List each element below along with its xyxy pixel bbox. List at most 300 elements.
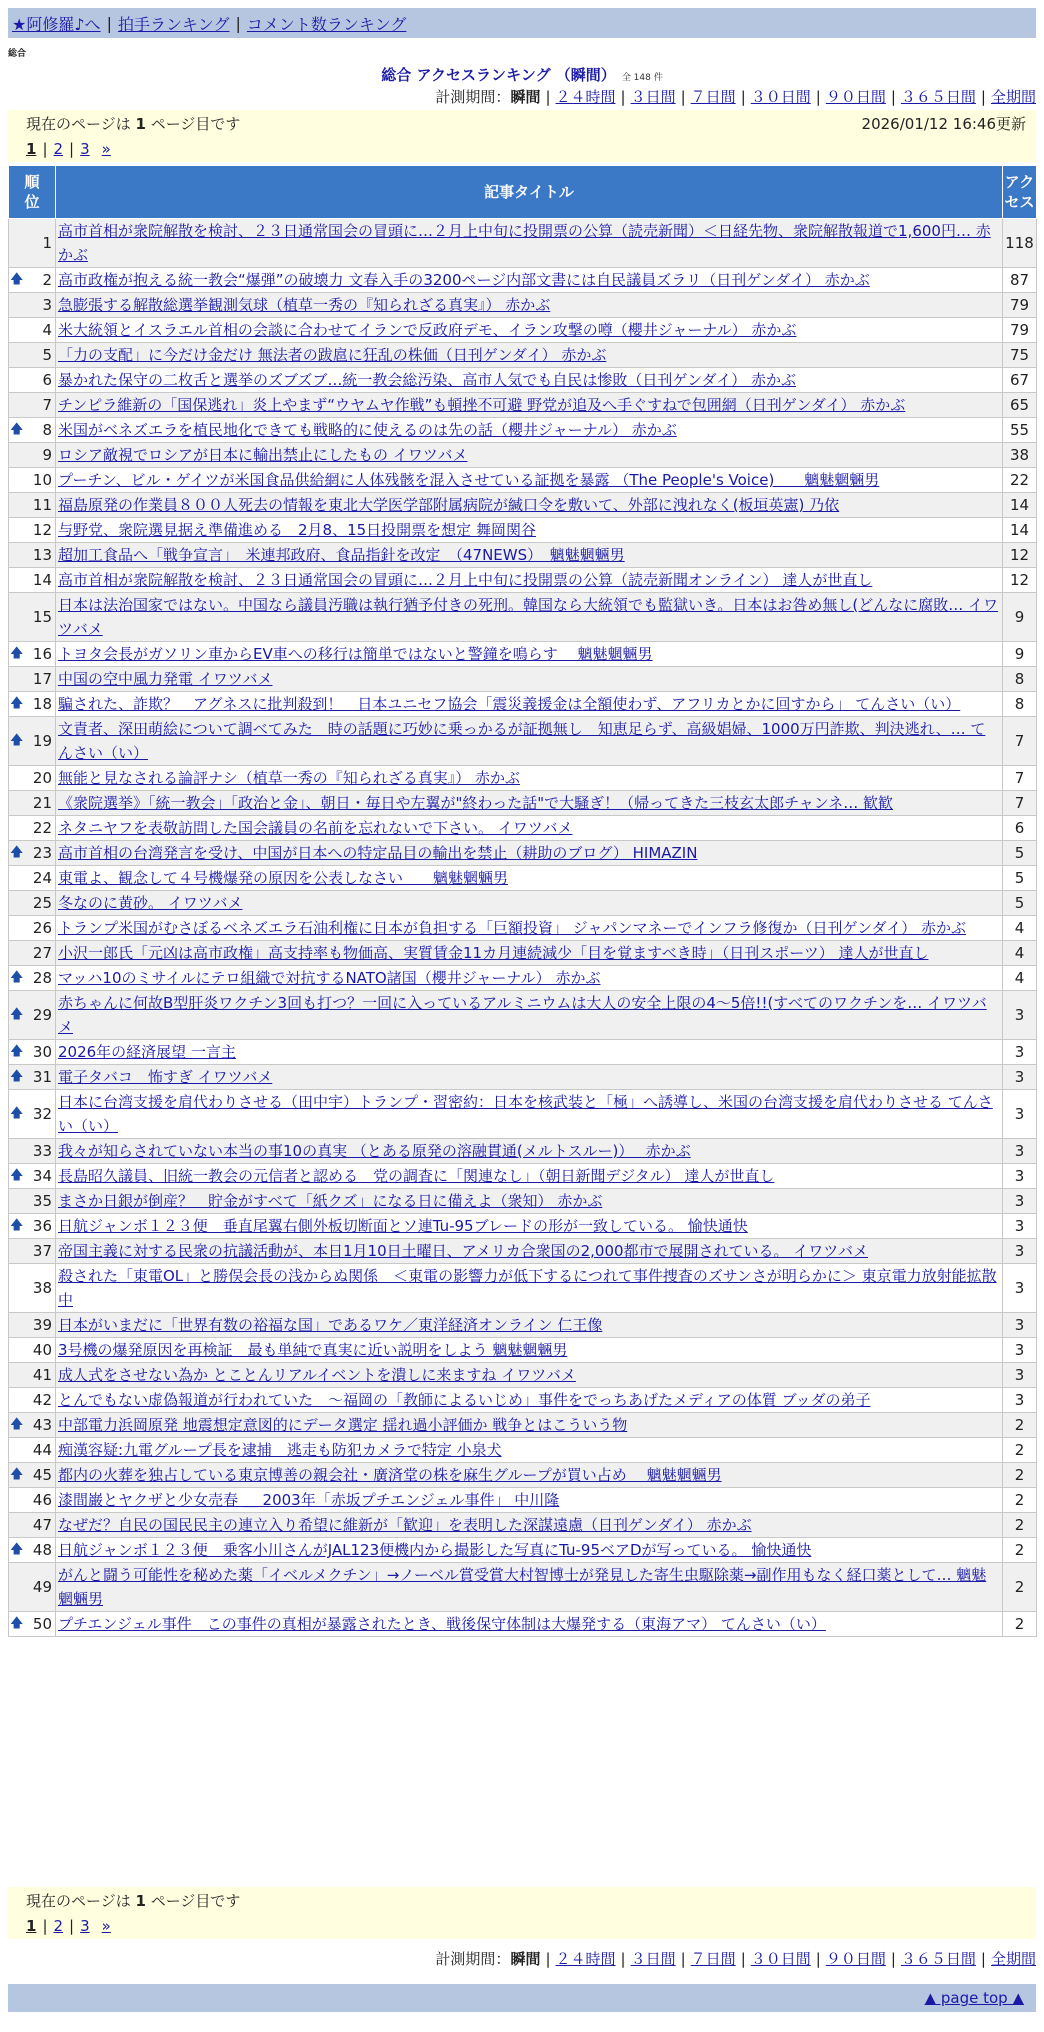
nav-separator: |	[106, 13, 112, 33]
up-arrow-icon: 🡅	[10, 422, 24, 437]
period-separator: |	[890, 1950, 896, 1968]
page-top-link[interactable]: ▲ page top ▲	[924, 1989, 1024, 2007]
rank-cell	[9, 1090, 56, 1139]
next-page-link[interactable]: »	[101, 1917, 111, 1935]
rank-number: 48	[32, 1541, 52, 1559]
table-row	[9, 1413, 1037, 1438]
article-link[interactable]: プチエンジェル事件 この事件の真相が暴露されたとき、戦後保守体制は大爆発する（東海アマ） てんさい（い）	[58, 1615, 826, 1633]
category-label: 総合	[8, 49, 27, 59]
access-count: 2	[1003, 1463, 1037, 1488]
rank-number: 33	[32, 1142, 52, 1160]
article-link[interactable]: 騙された、詐欺？ アグネスに批判殺到！ 日本ユニセフ協会「震災義援金は全額使わず、アフリカとかに回すから」 てんさい（い）	[58, 695, 961, 713]
period-label: 計測期間：	[435, 1950, 511, 1968]
access-count: 7	[1003, 766, 1037, 791]
article-link[interactable]: 我々が知らされていない本当の事10の真実 （とある原発の溶融貫通(メルトスルー)） 赤かぶ	[58, 1142, 691, 1160]
period-link[interactable]: ７日間	[690, 1950, 736, 1968]
article-link[interactable]: 急膨張する解散総選挙観測気球（植草一秀の『知られざる真実』） 赤かぶ	[58, 296, 551, 314]
table-row	[9, 1338, 1037, 1363]
up-arrow-icon: 🡅	[10, 733, 24, 748]
rank-cell	[9, 468, 56, 493]
title-cell	[56, 717, 1003, 766]
table-row	[9, 443, 1037, 468]
rank-cell	[9, 268, 56, 293]
title-cell	[56, 866, 1003, 891]
article-link[interactable]: 日航ジャンボ１２３便 垂直尾翼右側外板切断面とソ連Tu-95ブレードの形が一致している。 愉快通快	[58, 1217, 748, 1235]
period-separator: |	[815, 1950, 821, 1968]
access-count: 118	[1003, 219, 1037, 268]
rank-cell	[9, 543, 56, 568]
title-cell	[56, 991, 1003, 1040]
rank-cell	[9, 1164, 56, 1189]
title-cell	[56, 966, 1003, 991]
period-separator: |	[740, 88, 746, 106]
period-selector-bottom	[435, 1948, 1036, 1969]
table-row	[9, 1363, 1037, 1388]
title-cell	[56, 393, 1003, 418]
period-link[interactable]: ９０日間	[825, 1950, 886, 1968]
rank-cell	[9, 991, 56, 1040]
table-row	[9, 568, 1037, 593]
rank-cell	[9, 1612, 56, 1637]
period-separator: |	[980, 1950, 986, 1968]
table-row	[9, 966, 1037, 991]
article-link[interactable]: 《衆院選挙》「統一教会」「政治と金」、朝日・毎日や左翼が"終わった話"で大騒ぎ！（帰ってきた三枝玄太郎チャンネ… 歓歓	[58, 794, 894, 812]
period-separator: |	[545, 88, 551, 106]
rank-cell	[9, 343, 56, 368]
title-cell	[56, 1090, 1003, 1139]
rank-number: 12	[32, 521, 52, 539]
article-link[interactable]: マッハ10のミサイルにテロ組織で対抗するNATO諸国（櫻井ジャーナル） 赤かぶ	[58, 969, 601, 987]
article-link[interactable]: 日本に台湾支援を肩代わりさせる（田中宇）トランプ・習密約：日本を核武装と「極」へ誘導し、米国の台湾支援を肩代わりさせる てんさい（い）	[58, 1093, 993, 1135]
title-cell	[56, 1463, 1003, 1488]
article-link[interactable]: 無能と見なされる論評ナシ（植草一秀の『知られざる真実』） 赤かぶ	[58, 769, 520, 787]
title-cell	[56, 1413, 1003, 1438]
table-row	[9, 991, 1037, 1040]
rank-number: 17	[32, 670, 52, 688]
rank-cell	[9, 1413, 56, 1438]
rank-cell	[9, 318, 56, 343]
access-count: 8	[1003, 692, 1037, 717]
title-cell	[56, 1488, 1003, 1513]
access-count: 3	[1003, 1189, 1037, 1214]
period-link[interactable]: ３０日間	[750, 1950, 811, 1968]
period-link[interactable]: ７日間	[690, 88, 736, 106]
title-cell	[56, 318, 1003, 343]
rank-number: 2	[42, 271, 52, 289]
access-count: 2	[1003, 1612, 1037, 1637]
title-cell	[56, 1065, 1003, 1090]
rank-cell	[9, 1040, 56, 1065]
rank-number: 23	[32, 844, 52, 862]
title-cell	[56, 941, 1003, 966]
period-separator: |	[620, 88, 626, 106]
article-link[interactable]: 帝国主義に対する民衆の抗議活動が、本日1月10日土曜日、アメリカ合衆国の2,000都市で展開されている。 イワツバメ	[58, 1242, 868, 1260]
rank-number: 19	[32, 732, 52, 750]
rank-number: 30	[32, 1043, 52, 1061]
title-cell	[56, 343, 1003, 368]
up-arrow-icon: 🡅	[10, 1044, 24, 1059]
access-count: 8	[1003, 667, 1037, 692]
table-row	[9, 1214, 1037, 1239]
rank-number: 3	[42, 296, 52, 314]
rank-number: 18	[32, 695, 52, 713]
article-link[interactable]: プーチン、ビル・ゲイツが米国食品供給網に人体残骸を混入させている証拠を暴露 （The People's Voice) 魑魅魍魎男	[58, 471, 880, 489]
title-cell	[56, 1513, 1003, 1538]
title-cell	[56, 418, 1003, 443]
rank-number: 43	[32, 1416, 52, 1434]
access-count: 38	[1003, 443, 1037, 468]
rank-number: 9	[42, 446, 52, 464]
title-cell	[56, 841, 1003, 866]
title-cell	[56, 1189, 1003, 1214]
rank-number: 49	[32, 1578, 52, 1596]
up-arrow-icon: 🡅	[10, 272, 24, 287]
article-link[interactable]: 日本がいまだに「世界有数の裕福な国」であるワケ／東洋経済オンライン 仁王像	[58, 1316, 603, 1334]
total-count: 全 148 件	[621, 73, 663, 83]
access-count: 3	[1003, 1264, 1037, 1313]
article-link[interactable]: 超加工食品へ「戦争宣言」 米連邦政府、食品指針を改定 （47NEWS） 魑魅魍魎男	[58, 546, 625, 564]
article-link[interactable]: 長島昭久議員、旧統一教会の元信者と認める 党の調査に「関連なし」（朝日新聞デジタル） 達人が世直し	[58, 1167, 775, 1185]
title-cell	[56, 791, 1003, 816]
access-count: 14	[1003, 518, 1037, 543]
table-row	[9, 543, 1037, 568]
title-cell	[56, 368, 1003, 393]
table-row	[9, 293, 1037, 318]
table-row	[9, 418, 1037, 443]
article-link[interactable]: 高市首相が衆院解散を検討、２３日通常国会の冒頭に…２月上中旬に投開票の公算（読売新聞オンライン） 達人が世直し	[58, 571, 873, 589]
period-link[interactable]: ３日間	[630, 1950, 676, 1968]
rank-number: 45	[32, 1466, 52, 1484]
table-row	[9, 866, 1037, 891]
access-count: 4	[1003, 941, 1037, 966]
table-row	[9, 1189, 1037, 1214]
title-cell	[56, 1563, 1003, 1612]
page-links	[26, 1913, 1026, 1939]
period-link[interactable]: ９０日間	[825, 88, 886, 106]
period-link[interactable]: ３６５日間	[900, 88, 976, 106]
article-link[interactable]: 電子タバコ 怖すぎ イワツバメ	[58, 1068, 273, 1086]
access-count: 3	[1003, 1214, 1037, 1239]
rank-number: 42	[32, 1391, 52, 1409]
article-link[interactable]: トヨタ会長がガソリン車からEV車への移行は簡単ではないと警鐘を鳴らす 魑魅魍魎男	[58, 645, 653, 663]
title-cell	[56, 568, 1003, 593]
article-link[interactable]: 都内の火葬を独占している東京博善の親会社・廣済堂の株を麻生グループが買い占め 魑魅魍魎男	[58, 1466, 722, 1484]
next-page-link[interactable]: »	[101, 140, 111, 158]
access-count: 79	[1003, 318, 1037, 343]
up-arrow-icon: 🡅	[10, 1417, 24, 1432]
article-link[interactable]: ネタニヤフを表敬訪問した国会議員の名前を忘れないで下さい。 イワツバメ	[58, 819, 573, 837]
page-separator: |	[42, 140, 48, 158]
rank-cell	[9, 1139, 56, 1164]
title-cell	[56, 1214, 1003, 1239]
table-row	[9, 593, 1037, 642]
rank-cell	[9, 891, 56, 916]
period-separator: |	[680, 88, 686, 106]
article-link[interactable]: 冬なのに黄砂。 イワツバメ	[58, 894, 243, 912]
table-row	[9, 318, 1037, 343]
hand-ranking-link[interactable]: 拍手ランキング	[117, 14, 230, 34]
rank-cell	[9, 966, 56, 991]
rank-cell	[9, 1438, 56, 1463]
rank-number: 40	[32, 1341, 52, 1359]
title-cell	[56, 268, 1003, 293]
article-link[interactable]: トランプ米国がむさぼるベネズエラ石油利権に日本が負担する「巨額投資」 ジャパンマネーでインフラ修復か（日刊ゲンダイ） 赤かぶ	[58, 919, 967, 937]
page-separator: |	[42, 1917, 48, 1935]
table-row	[9, 1488, 1037, 1513]
rank-number: 20	[32, 769, 52, 787]
title-cell	[56, 1264, 1003, 1313]
period-current: 瞬間	[510, 88, 541, 106]
access-count: 67	[1003, 368, 1037, 393]
table-row	[9, 1388, 1037, 1413]
page-separator: |	[69, 140, 75, 158]
up-arrow-icon: 🡅	[10, 1069, 24, 1084]
rank-number: 21	[32, 794, 52, 812]
period-separator: |	[545, 1950, 551, 1968]
title-cell	[56, 543, 1003, 568]
pager-bottom	[8, 1887, 1036, 1939]
page-separator: |	[69, 1917, 75, 1935]
current-page-text: 現在のページは 1 ページ目です	[26, 114, 241, 133]
rank-cell	[9, 916, 56, 941]
period-separator: |	[680, 1950, 686, 1968]
period-link[interactable]: ２４時間	[555, 88, 616, 106]
rank-number: 7	[42, 396, 52, 414]
up-arrow-icon: 🡅	[10, 696, 24, 711]
article-link[interactable]: まさか日銀が倒産？ 貯金がすべて「紙クズ」になる日に備えよ（衆知） 赤かぶ	[58, 1192, 603, 1210]
rank-cell	[9, 219, 56, 268]
title-cell	[56, 1538, 1003, 1563]
article-link[interactable]: とんでもない虚偽報道が行われていた ～福岡の「教師によるいじめ」事件をでっちあげたメディアの体質 ブッダの弟子	[58, 1391, 871, 1409]
title-cell	[56, 1363, 1003, 1388]
table-row	[9, 1563, 1037, 1612]
rank-cell	[9, 443, 56, 468]
article-link[interactable]: 高市首相が衆院解散を検討、２３日通常国会の冒頭に…２月上中旬に投開票の公算（読売新聞）＜日経先物、衆院解散報道で1,600円… 赤かぶ	[58, 222, 991, 264]
rank-number: 6	[42, 371, 52, 389]
current-page-text: 現在のページは 1 ページ目です	[26, 1891, 241, 1910]
table-row	[9, 717, 1037, 766]
table-row	[9, 518, 1037, 543]
access-count: 3	[1003, 1065, 1037, 1090]
top-nav-bar	[8, 8, 1036, 38]
table-row	[9, 1065, 1037, 1090]
table-row	[9, 667, 1037, 692]
rank-number: 15	[32, 608, 52, 626]
access-count: 2	[1003, 1563, 1037, 1612]
table-row	[9, 343, 1037, 368]
rank-cell	[9, 866, 56, 891]
article-link[interactable]: チンピラ維新の「国保逃れ」炎上やまず“ウヤムヤ作戦”も頓挫不可避 野党が追及へ手ぐすねで包囲網（日刊ゲンダイ） 赤かぶ	[58, 396, 906, 414]
article-link[interactable]: 小沢一郎氏「元凶は高市政権」高支持率も物価高、実質賃金11カ月連続減少「目を覚ますべき時」（日刊スポーツ） 達人が世直し	[58, 944, 929, 962]
table-row	[9, 1040, 1037, 1065]
rank-number: 22	[32, 819, 52, 837]
table-row	[9, 1090, 1037, 1139]
rank-cell	[9, 1363, 56, 1388]
article-link[interactable]: 米大統領とイスラエル首相の会談に合わせてイランで反政府デモ、イラン攻撃の噂（櫻井ジャーナル） 赤かぶ	[58, 321, 797, 339]
access-count: 79	[1003, 293, 1037, 318]
title-column-header: 記事タイトル	[56, 166, 1003, 219]
rank-number: 13	[32, 546, 52, 564]
rank-cell	[9, 692, 56, 717]
rank-cell	[9, 493, 56, 518]
access-count: 75	[1003, 343, 1037, 368]
article-link[interactable]: 米国がベネズエラを植民地化できても戦略的に使えるのは先の話（櫻井ジャーナル） 赤かぶ	[58, 421, 677, 439]
rank-cell	[9, 1538, 56, 1563]
article-link[interactable]: 文責者、深田萌絵について調べてみた 時の話題に巧妙に乗っかるが証拠無し 知恵足らず、高級娼婦、1000万円詐欺、判決逃れ、… てんさい（い）	[58, 720, 986, 762]
article-link[interactable]: 東電よ、観念して４号機爆発の原因を公表しなさい 魑魅魍魎男	[58, 869, 509, 887]
article-link[interactable]: なぜだ？自民の国民民主の連立入り希望に維新が「歓迎」を表明した深謀遠慮（日刊ゲンダイ） 赤かぶ	[58, 1516, 752, 1534]
access-count: 2	[1003, 1438, 1037, 1463]
rank-number: 16	[32, 645, 52, 663]
period-link[interactable]: 全期間	[990, 1950, 1036, 1968]
period-link[interactable]: ２４時間	[555, 1950, 616, 1968]
ranking-table	[8, 165, 1037, 1637]
rank-number: 10	[32, 471, 52, 489]
article-link[interactable]: 日航ジャンボ１２３便 乗客小川さんがJAL123便機内から撮影した写真にTu-95ベアDが写っている。 愉快通快	[58, 1541, 812, 1559]
article-link[interactable]: 3号機の爆発原因を再検証 最も単純で真実に近い説明をしよう 魑魅魍魎男	[58, 1341, 568, 1359]
page-link[interactable]: 2	[53, 140, 64, 158]
rank-cell	[9, 368, 56, 393]
title-cell	[56, 493, 1003, 518]
access-count: 3	[1003, 1164, 1037, 1189]
table-row	[9, 1164, 1037, 1189]
table-row	[9, 642, 1037, 667]
table-row	[9, 841, 1037, 866]
page-link[interactable]: 2	[53, 1917, 64, 1935]
up-arrow-icon: 🡅	[10, 1218, 24, 1233]
pager-top	[8, 110, 1036, 162]
rank-cell	[9, 1338, 56, 1363]
table-row	[9, 468, 1037, 493]
rank-number: 28	[32, 969, 52, 987]
title-cell	[56, 1338, 1003, 1363]
article-link[interactable]: 赤ちゃんに何故B型肝炎ワクチン3回も打つ？一回に入っているアルミニウムは大人の安全上限の4～5倍!!(すべてのワクチンを… イワツバメ	[58, 994, 987, 1036]
table-row	[9, 791, 1037, 816]
rank-cell	[9, 293, 56, 318]
title-cell	[56, 1612, 1003, 1637]
article-link[interactable]: 成人式をさせない為か とことんリアルイベントを潰しに来ますね イワツバメ	[58, 1366, 576, 1384]
up-arrow-icon: 🡅	[10, 1616, 24, 1631]
article-link[interactable]: 中国の空中風力発電 イワツバメ	[58, 670, 273, 688]
period-link[interactable]: ３日間	[630, 88, 676, 106]
period-link[interactable]: ３０日間	[750, 88, 811, 106]
rank-cell	[9, 642, 56, 667]
rank-number: 27	[32, 944, 52, 962]
title-cell	[56, 1388, 1003, 1413]
rank-cell	[9, 1388, 56, 1413]
table-row	[9, 766, 1037, 791]
rank-number: 35	[32, 1192, 52, 1210]
up-arrow-icon: 🡅	[10, 646, 24, 661]
rank-cell	[9, 791, 56, 816]
access-count: 4	[1003, 966, 1037, 991]
rank-cell	[9, 717, 56, 766]
page-link[interactable]: 3	[80, 140, 90, 158]
table-row	[9, 1239, 1037, 1264]
rank-cell	[9, 816, 56, 841]
period-link[interactable]: 全期間	[990, 88, 1036, 106]
article-link[interactable]: 高市首相の台湾発言を受け、中国が日本への特定品目の輸出を禁止（耕助のブログ） HIMAZIN	[58, 844, 698, 862]
table-row	[9, 891, 1037, 916]
title-cell	[56, 518, 1003, 543]
article-link[interactable]: 「力の支配」に今だけ金だけ 無法者の跋扈に狂乱の株価（日刊ゲンダイ） 赤かぶ	[58, 346, 607, 364]
access-count: 7	[1003, 717, 1037, 766]
article-link[interactable]: 痴漢容疑:九電グループ長を逮捕 逃走も防犯カメラで特定 小泉犬	[58, 1441, 502, 1459]
rank-number: 39	[32, 1316, 52, 1334]
rank-number: 29	[32, 1006, 52, 1024]
title-cell	[56, 667, 1003, 692]
article-link[interactable]: 2026年の経済展望 一言主	[58, 1043, 236, 1061]
up-arrow-icon: 🡅	[10, 970, 24, 985]
rank-number: 25	[32, 894, 52, 912]
home-link[interactable]: ★阿修羅♪へ	[12, 14, 101, 34]
article-link[interactable]: 殺された「東電OL」と勝俣会長の浅からぬ関係 ＜東電の影響力が低下するにつれて事件捜査のズサンさが明らかに＞ 東京電力放射能拡散中	[58, 1267, 997, 1309]
rank-number: 26	[32, 919, 52, 937]
ranking-title-block	[0, 64, 1044, 85]
article-link[interactable]: 中部電力浜岡原発 地震想定意図的にデータ選定 揺れ過小評価か 戦争とはこういう物	[58, 1416, 628, 1434]
access-count: 5	[1003, 841, 1037, 866]
access-count: 3	[1003, 1239, 1037, 1264]
title-cell	[56, 468, 1003, 493]
article-link[interactable]: ロシア敵視でロシアが日本に輸出禁止にしたもの イワツバメ	[58, 446, 468, 464]
access-count: 9	[1003, 642, 1037, 667]
rank-number: 47	[32, 1516, 52, 1534]
table-row	[9, 493, 1037, 518]
table-row	[9, 1513, 1037, 1538]
period-link[interactable]: ３６５日間	[900, 1950, 976, 1968]
article-link[interactable]: がんと闘う可能性を秘めた薬「イベルメクチン」→ノーベル賞受賞大村智博士が発見した寄生虫駆除薬→副作用もなく経口薬として… 魑魅魍魎男	[58, 1566, 987, 1608]
title-cell	[56, 593, 1003, 642]
rank-number: 37	[32, 1242, 52, 1260]
rank-cell	[9, 941, 56, 966]
rank-number: 11	[32, 496, 52, 514]
access-count: 87	[1003, 268, 1037, 293]
access-count: 22	[1003, 468, 1037, 493]
article-link[interactable]: 暴かれた保守の二枚舌と選挙のズブズブ…統一教会総汚染、高市人気でも自民は惨敗（日刊ゲンダイ） 赤かぶ	[58, 371, 796, 389]
page-link[interactable]: 3	[80, 1917, 90, 1935]
table-row	[9, 393, 1037, 418]
rank-cell	[9, 593, 56, 642]
title-cell	[56, 1164, 1003, 1189]
rank-number: 31	[32, 1068, 52, 1086]
access-count: 2	[1003, 1513, 1037, 1538]
rank-cell	[9, 841, 56, 866]
rank-cell	[9, 1563, 56, 1612]
access-count: 65	[1003, 393, 1037, 418]
table-row	[9, 816, 1037, 841]
access-count: 14	[1003, 493, 1037, 518]
comment-ranking-link[interactable]: コメント数ランキング	[246, 14, 407, 34]
article-link[interactable]: 与野党、衆院選見据え準備進める 2月8、15日投開票を想定 舞岡関谷	[58, 521, 536, 539]
rank-cell	[9, 418, 56, 443]
article-link[interactable]: 漆間巌とヤクザと少女売春 ＿ 2003年「赤坂プチエンジェル事件」 中川隆	[58, 1491, 560, 1509]
page-title: 総合 アクセスランキング （瞬間）	[381, 66, 616, 84]
table-row	[9, 268, 1037, 293]
rank-number: 1	[42, 234, 52, 252]
rank-cell	[9, 766, 56, 791]
rank-number: 8	[42, 421, 52, 439]
article-link[interactable]: 福島原発の作業員８００人死去の情報を東北大学医学部附属病院が緘口令を敷いて、外部に洩れなく(板垣英憲) 乃依	[58, 496, 840, 514]
article-link[interactable]: 高市政権が抱える統一教会“爆弾”の破壊力 文春入手の3200ページ内部文書には自民議員ズラリ（日刊ゲンダイ） 赤かぶ	[58, 271, 870, 289]
table-row	[9, 916, 1037, 941]
access-count: 55	[1003, 418, 1037, 443]
rank-number: 46	[32, 1491, 52, 1509]
access-count: 3	[1003, 1388, 1037, 1413]
rank-cell	[9, 568, 56, 593]
article-link[interactable]: 日本は法治国家ではない。中国なら議員汚職は執行猶予付きの死刑。韓国なら大統領でも監獄いき。日本はお咎め無し(どんなに腐敗… イワツバメ	[58, 596, 999, 638]
up-arrow-icon: 🡅	[10, 1106, 24, 1121]
rank-cell	[9, 667, 56, 692]
